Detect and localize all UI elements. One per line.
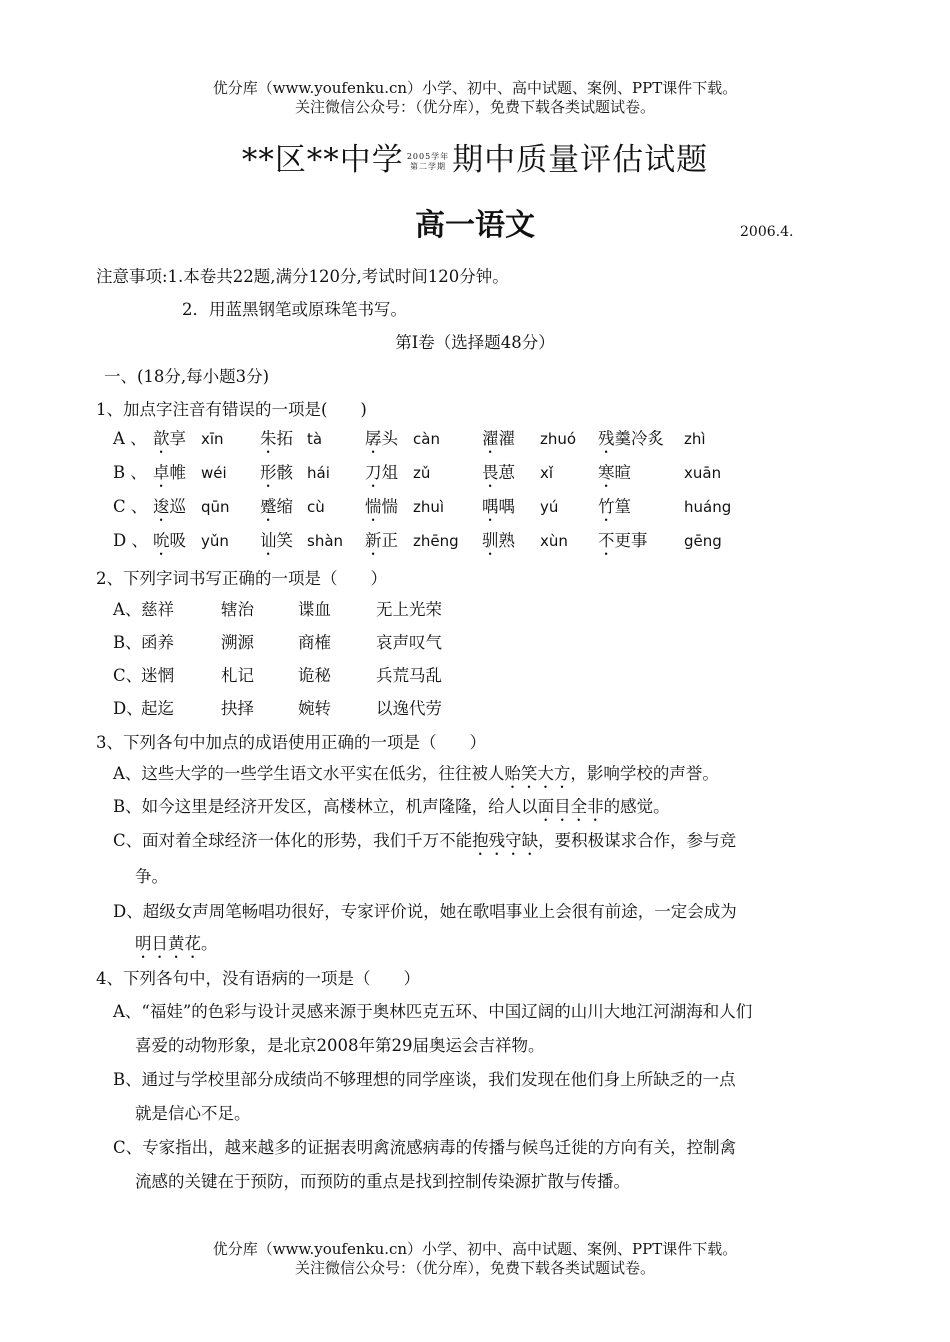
question-4-option-a-cont: 喜爱的动物形象，是北京2008年第29届奥运会吉祥物。: [135, 1036, 545, 1055]
question-1-pinyin: zǔ: [413, 464, 431, 482]
title-prefix: **区**中学: [241, 142, 404, 178]
dotted-idiom: 贻笑大方: [504, 764, 571, 783]
question-1-pinyin: yǔn: [201, 532, 229, 550]
option-text: ，影响学校的声誉。: [570, 764, 719, 783]
dotted-word: [260, 497, 293, 516]
footer-ad-line1: 优分库（www.youfenku.cn）小学、初中、高中试题、案例、PPT课件下载。: [212, 1240, 738, 1258]
plain-chars: 更事: [614, 531, 648, 550]
dotted-word: [482, 531, 515, 550]
question-1-option-label: C 、: [113, 497, 148, 516]
exam-date: 2006.4.: [740, 224, 794, 240]
question-2-option-label: D、: [113, 699, 143, 718]
option-text: 的感觉。: [603, 797, 670, 816]
question-2-word: 函养: [141, 633, 174, 652]
question-2-option-label: A、: [113, 600, 142, 619]
title-suffix: 期中质量评估试题: [452, 142, 709, 178]
question-4-option-c: C、专家指出，越来越多的证据表明禽流感病毒的传播与候鸟迁徙的方向有关，控制禽: [113, 1138, 737, 1157]
dotted-word: [365, 531, 398, 550]
dotted-char: 形: [260, 463, 277, 482]
question-2-word: 抉择: [221, 699, 254, 718]
question-2-word: 哀声叹气: [376, 633, 442, 652]
question-1-word: [260, 496, 293, 525]
dotted-idiom: 抱残守缺: [472, 831, 539, 850]
option-text: 。: [201, 934, 218, 953]
question-1-pinyin: càn: [413, 430, 440, 448]
question-1-word: [365, 428, 398, 457]
dotted-char: 歆: [153, 429, 170, 448]
notes-item2: 2．用蓝黑钢笔或原珠笔书写。: [182, 300, 407, 319]
question-1-word: [598, 496, 631, 525]
question-1-word: [598, 428, 664, 457]
question-1-pinyin: zhēng: [413, 532, 459, 550]
plain-chars: 拓: [276, 429, 293, 448]
question-1-word: [482, 530, 515, 559]
dotted-word: [598, 429, 664, 448]
question-3-stem: 3、下列各句中加点的成语使用正确的一项是（ ）: [96, 733, 486, 752]
dotted-idiom: 面目全非: [537, 797, 604, 816]
option-text: D、超级女声周笔畅唱功很好，专家评价说，她在歌唱事业上会很有前途，一定会成为: [113, 902, 737, 921]
dotted-word: [365, 463, 398, 482]
question-4-option-b-cont: 就是信心不足。: [135, 1104, 251, 1123]
question-1-pinyin: xǐ: [540, 464, 554, 482]
dotted-word: [153, 531, 186, 550]
question-4-stem: 4、下列各句中，没有语病的一项是（ ）: [96, 969, 420, 988]
question-1-pinyin: xuān: [684, 464, 722, 482]
dotted-char: 蹙: [260, 497, 277, 516]
plain-chars: 惴: [381, 497, 398, 516]
dotted-word: [482, 463, 515, 482]
dotted-char: 刀: [365, 463, 382, 482]
question-3-option-c: [113, 830, 736, 859]
option-text: A、这些大学的一些学生语文水平实在低劣，往往被人: [113, 764, 505, 783]
dotted-char: 寒: [598, 463, 615, 482]
question-1-word: [365, 462, 398, 491]
option-text: B、如今这里是经济开发区，高楼林立，机声隆隆，给人以: [113, 797, 538, 816]
plain-chars: 头: [381, 429, 398, 448]
header-ad: [0, 79, 950, 117]
question-1-word: [482, 428, 515, 457]
header-ad-line1: 优分库（www.youfenku.cn）小学、初中、高中试题、案例、PPT课件下载。: [212, 79, 738, 97]
question-3-option-c-cont: 争。: [135, 867, 168, 886]
question-1-pinyin: zhì: [684, 430, 706, 448]
question-1-word: [260, 462, 293, 491]
dotted-word: [153, 463, 186, 482]
question-1-option-label: B 、: [113, 463, 147, 482]
dotted-idiom: 明日黄花: [135, 934, 201, 953]
question-1-option-label: D 、: [113, 531, 148, 550]
question-1-pinyin: tà: [307, 430, 323, 448]
plain-chars: 吸: [169, 531, 186, 550]
question-1-word: [260, 530, 293, 559]
dotted-word: [260, 429, 293, 448]
dotted-word: [260, 531, 293, 550]
question-2-word: 札记: [221, 666, 254, 685]
question-2-word: 诡秘: [298, 666, 331, 685]
dotted-char: 朱: [260, 429, 277, 448]
dotted-char: 惴: [365, 497, 382, 516]
question-2-word: 迷惘: [141, 666, 174, 685]
question-1-pinyin: xīn: [201, 430, 224, 448]
question-2-word: 兵荒马乱: [376, 666, 442, 685]
question-4-option-c-cont: 流感的关键在于预防，而预防的重点是找到控制传染源扩散与传播。: [135, 1172, 630, 1191]
question-2-option-label: C、: [113, 666, 143, 685]
question-1-pinyin: zhuì: [413, 498, 445, 516]
section-heading: 第Ⅰ卷（选择题48分）: [395, 333, 555, 352]
question-1-pinyin: shàn: [307, 532, 344, 550]
plain-chars: 暄: [614, 463, 631, 482]
dotted-word: [598, 531, 648, 550]
option-text: C、面对着全球经济一体化的形势，我们千万不能: [113, 831, 473, 850]
plain-chars: 熟: [498, 531, 515, 550]
plain-chars: 俎: [381, 463, 398, 482]
plain-chars: 濯: [498, 429, 515, 448]
question-1-pinyin: zhuó: [540, 430, 577, 448]
question-1-pinyin: wéi: [201, 464, 227, 482]
question-3-option-b: [113, 796, 670, 825]
question-2-stem: 2、下列字词书写正确的一项是（ ）: [96, 569, 387, 588]
option-text: ，要积极谋求合作，参与竞: [538, 831, 737, 850]
title-term-semester: 第二学期: [409, 161, 446, 171]
plain-chars: 巡: [169, 497, 186, 516]
question-2-word: 辖治: [221, 600, 254, 619]
plain-chars: 缩: [276, 497, 293, 516]
question-1-pinyin: xùn: [540, 532, 568, 550]
question-4-option-a: A、“福娃”的色彩与设计灵感来源于奥林匹克五环、中国辽阔的山川大地江河湖海和人们: [113, 1002, 753, 1021]
dotted-word: [153, 429, 186, 448]
dotted-char: 竹: [598, 497, 615, 516]
question-1-pinyin: qūn: [201, 498, 230, 516]
question-1-option-label: A 、: [113, 429, 147, 448]
question-2-word: 以逸代劳: [376, 699, 442, 718]
dotted-word: [482, 497, 515, 516]
question-1-word: [598, 462, 631, 491]
dotted-word: [153, 497, 186, 516]
question-2-word: 商榷: [298, 633, 331, 652]
question-2-word: 溯源: [221, 633, 254, 652]
question-1-pinyin: gēng: [684, 532, 722, 550]
dotted-char: 不: [598, 531, 615, 550]
subject-heading: 高一语文: [415, 208, 535, 243]
dotted-char: 畏: [482, 463, 499, 482]
plain-chars: 喁: [498, 497, 515, 516]
dotted-char: 残: [598, 429, 615, 448]
question-3-option-a: [113, 763, 719, 792]
dotted-word: [598, 497, 631, 516]
plain-chars: 笑: [276, 531, 293, 550]
title-term: [407, 152, 449, 172]
dotted-char: 喁: [482, 497, 499, 516]
question-1-word: [153, 428, 186, 457]
question-1-word: [260, 428, 293, 457]
question-2-option-label: B、: [113, 633, 142, 652]
dotted-word: [598, 463, 631, 482]
title-term-year: 2005学年: [406, 151, 450, 161]
question-4-option-b: B、通过与学校里部分成绩尚不够理想的同学座谈，我们发现在他们身上所缺乏的一点: [113, 1070, 736, 1089]
dotted-word: [260, 463, 293, 482]
question-1-word: [482, 496, 515, 525]
dotted-char: 驯: [482, 531, 499, 550]
question-1-word: [365, 496, 398, 525]
dotted-word: [482, 429, 515, 448]
dotted-word: [365, 429, 398, 448]
header-ad-line2: 关注微信公众号：（优分库），免费下载各类试题试卷。: [294, 98, 655, 116]
plain-chars: 篁: [614, 497, 631, 516]
question-1-pinyin: hái: [307, 464, 330, 482]
question-2-word: 无上光荣: [376, 600, 442, 619]
dotted-word: [365, 497, 398, 516]
question-1-word: [153, 496, 186, 525]
question-3-option-d-cont: [135, 933, 218, 962]
plain-chars: 葸: [498, 463, 515, 482]
question-1-stem: 1、加点字注音有错误的一项是( ): [96, 400, 367, 419]
dotted-char: 卓: [153, 463, 170, 482]
footer-ad: [0, 1240, 950, 1278]
question-1-pinyin: cù: [307, 498, 325, 516]
question-3-option-d: [113, 901, 737, 923]
question-1-word: [153, 462, 186, 491]
plain-chars: 正: [381, 531, 398, 550]
dotted-char: 濯: [482, 429, 499, 448]
dotted-char: 孱: [365, 429, 382, 448]
notes-item1: 注意事项:1.本卷共22题,满分120分,考试时间120分钟。: [96, 267, 509, 286]
question-2-word: 起迄: [141, 699, 174, 718]
plain-chars: 羹冷炙: [614, 429, 664, 448]
plain-chars: 骸: [276, 463, 293, 482]
part-heading: 一、(18分,每小题3分): [104, 367, 270, 386]
question-1-word: [482, 462, 515, 491]
dotted-char: 新: [365, 531, 382, 550]
dotted-char: 讪: [260, 531, 277, 550]
plain-chars: 享: [169, 429, 186, 448]
dotted-char: 吮: [153, 531, 170, 550]
question-2-word: 慈祥: [141, 600, 174, 619]
question-2-word: 婉转: [298, 699, 331, 718]
question-1-pinyin: yú: [540, 498, 559, 516]
question-1-pinyin: huáng: [684, 498, 732, 516]
dotted-char: 逡: [153, 497, 170, 516]
question-2-word: 谍血: [298, 600, 331, 619]
footer-ad-line2: 关注微信公众号：（优分库），免费下载各类试题试卷。: [294, 1259, 655, 1277]
plain-chars: 帷: [169, 463, 186, 482]
exam-title: [0, 140, 950, 180]
question-1-word: [365, 530, 398, 559]
question-1-word: [598, 530, 648, 559]
question-1-word: [153, 530, 186, 559]
